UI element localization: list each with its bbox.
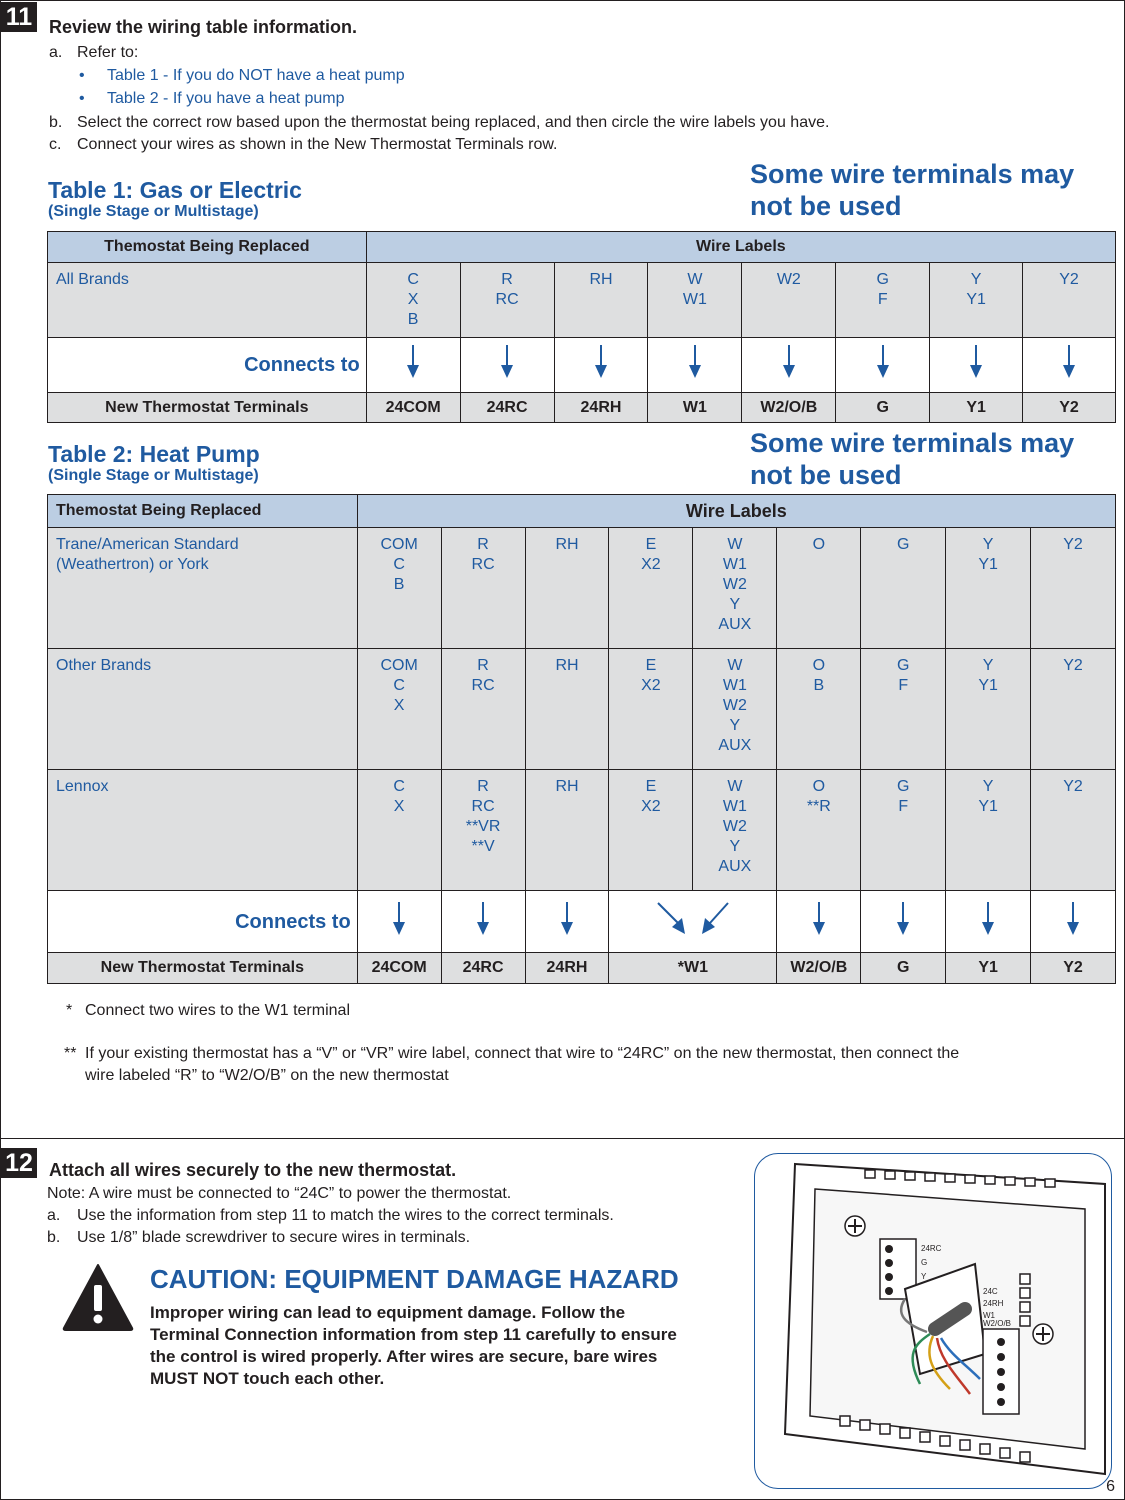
down-arrow-icon	[946, 891, 1031, 953]
step-11-c-marker: c.	[49, 136, 62, 153]
down-arrow-icon	[441, 891, 525, 953]
wire-cell[interactable]: W W1 W2 Y AUX	[693, 770, 777, 891]
table2-title: Table 2: Heat Pump	[48, 441, 260, 467]
wire-cell[interactable]: Y2	[1031, 770, 1116, 891]
wire-cell[interactable]: Y Y1	[946, 649, 1031, 770]
table1	[47, 231, 1116, 423]
wire-cell[interactable]: C X B	[366, 263, 460, 338]
caution-body	[150, 1302, 677, 1390]
table1-connects-to: Connects to	[48, 338, 367, 393]
table1-subtitle: (Single Stage or Multistage)	[48, 203, 259, 220]
wire-cell[interactable]: RH	[525, 770, 609, 891]
terminal-label: 24RC	[921, 1244, 942, 1253]
table1-header-wire-labels: Wire Labels	[366, 232, 1115, 263]
step-12-a-marker: a.	[47, 1207, 61, 1224]
step-12-note: Note: A wire must be connected to “24C” to power the thermostat.	[47, 1185, 512, 1202]
wiring-illustration	[754, 1153, 1112, 1489]
table-row	[48, 528, 1116, 649]
table2-brand-lennox: Lennox	[48, 770, 358, 891]
step-11-b-text: Select the correct row based upon the thermostat being replaced, and then circle the wire labels you have.	[77, 114, 830, 131]
down-arrow-icon	[777, 891, 861, 953]
table1-note-line2: not be used	[750, 191, 902, 221]
down-arrow-icon	[1023, 338, 1116, 393]
wire-cell[interactable]: O B	[777, 649, 861, 770]
table1-note	[750, 158, 1074, 222]
terminal-label: Y	[921, 1272, 927, 1281]
table2-note-line1: Some wire terminals may	[750, 428, 1075, 458]
down-arrow-icon	[930, 338, 1023, 393]
bullet-icon: •	[79, 67, 85, 84]
wire-cell[interactable]: Y Y1	[946, 770, 1031, 891]
down-arrow-icon	[460, 338, 554, 393]
terminal-cell: *W1	[609, 953, 777, 984]
step-12-heading: Attach all wires securely to the new thermostat.	[49, 1160, 457, 1180]
wire-cell[interactable]: Y2	[1023, 263, 1116, 338]
thermostat-backplate-drawing	[755, 1154, 1111, 1488]
wire-cell[interactable]: G	[861, 528, 946, 649]
wire-cell[interactable]: O **R	[777, 770, 861, 891]
terminal-cell: Y1	[946, 953, 1031, 984]
terminal-label: 24C	[983, 1287, 998, 1296]
terminal-cell: 24COM	[366, 393, 460, 423]
table2-title-block	[48, 442, 260, 485]
footnote-2-marker: **	[64, 1045, 77, 1062]
down-arrow-icon	[742, 338, 836, 393]
page-number: 6	[1106, 1478, 1115, 1495]
converging-arrows-icon	[609, 891, 777, 953]
wire-cell[interactable]: R RC **VR **V	[441, 770, 525, 891]
table1-header-thermostat: Themostat Being Replaced	[48, 232, 367, 263]
caution-line4: MUST NOT touch each other.	[150, 1369, 385, 1388]
footnote-1-marker: *	[66, 1002, 73, 1019]
bullet-icon: •	[79, 90, 85, 107]
terminal-label: W2/O/B	[983, 1319, 1012, 1328]
table2-connects-to: Connects to	[48, 891, 358, 953]
table2-header-thermostat: Themostat Being Replaced	[48, 495, 358, 528]
wire-cell[interactable]: W W1	[648, 263, 742, 338]
terminal-cell: 24RC	[441, 953, 525, 984]
terminal-cell: 24RC	[460, 393, 554, 423]
wire-cell[interactable]: O	[777, 528, 861, 649]
table2-header-wire-labels: Wire Labels	[357, 495, 1115, 528]
caution-title: CAUTION: EQUIPMENT DAMAGE HAZARD	[150, 1264, 679, 1294]
terminal-label: W1	[983, 1311, 995, 1320]
step-11-badge: 11	[1, 2, 37, 32]
section-divider	[0, 1138, 1125, 1139]
step-12-a-text: Use the information from step 11 to match the wires to the correct terminals.	[77, 1207, 614, 1224]
table1-brand-all: All Brands	[48, 263, 367, 338]
wire-cell[interactable]: G F	[861, 649, 946, 770]
wire-cell[interactable]: W W1 W2 Y AUX	[693, 649, 777, 770]
wire-cell[interactable]: Y Y1	[946, 528, 1031, 649]
terminal-cell: Y1	[930, 393, 1023, 423]
step-11-a-marker: a.	[49, 44, 63, 61]
wire-cell[interactable]: Y2	[1031, 649, 1116, 770]
bullet-table2[interactable]: Table 2 - If you have a heat pump	[107, 90, 345, 107]
warning-triangle-icon	[62, 1263, 134, 1331]
table2	[47, 494, 1116, 984]
table2-note	[750, 427, 1074, 491]
screw-icon	[845, 1216, 865, 1236]
wire-cell[interactable]: COM C B	[357, 528, 441, 649]
table1-title: Table 1: Gas or Electric	[48, 177, 302, 203]
down-arrow-icon	[357, 891, 441, 953]
wire-cell[interactable]: RH	[525, 528, 609, 649]
down-arrow-icon	[1031, 891, 1116, 953]
table1-note-line1: Some wire terminals may	[750, 159, 1075, 189]
wire-cell[interactable]: R RC	[441, 528, 525, 649]
table-row	[48, 770, 1116, 891]
step-11-a-text: Refer to:	[77, 44, 139, 61]
terminal-cell: W1	[648, 393, 742, 423]
down-arrow-icon	[554, 338, 648, 393]
wire-cell[interactable]: RH	[554, 263, 648, 338]
step-12-b-text: Use 1/8” blade screwdriver to secure wires in terminals.	[77, 1229, 471, 1246]
footnote-1: Connect two wires to the W1 terminal	[85, 1002, 350, 1019]
table2-terminals-label: New Thermostat Terminals	[48, 953, 358, 984]
wire-cell[interactable]: W2	[742, 263, 836, 338]
table2-subtitle: (Single Stage or Multistage)	[48, 467, 259, 484]
down-arrow-icon	[366, 338, 460, 393]
terminal-label: G	[921, 1258, 928, 1267]
screw-icon	[1033, 1324, 1053, 1344]
table1-terminals-label: New Thermostat Terminals	[48, 393, 367, 423]
terminal-cell: Y2	[1023, 393, 1116, 423]
wire-cell[interactable]: W W1 W2 Y AUX	[693, 528, 777, 649]
caution-line3: the control is wired properly. After wires are secure, bare wires	[150, 1347, 658, 1366]
footnote-2-line1: If your existing thermostat has a “V” or “VR” wire label, connect that wire to “24RC” on the new thermostat, then connect the	[85, 1045, 960, 1062]
wire-cell[interactable]: E X2	[609, 770, 693, 891]
terminal-cell: 24RH	[554, 393, 648, 423]
step-11-b-marker: b.	[49, 114, 63, 131]
step-12-b-marker: b.	[47, 1229, 61, 1246]
bullet-table1[interactable]: Table 1 - If you do NOT have a heat pump	[107, 67, 405, 84]
wire-cell[interactable]: R RC	[460, 263, 554, 338]
down-arrow-icon	[648, 338, 742, 393]
table1-title-block	[48, 178, 302, 221]
table2-brand-other: Other Brands	[48, 649, 358, 770]
wire-cell[interactable]: C X	[357, 770, 441, 891]
terminal-label: 24RH	[983, 1299, 1004, 1308]
table-row	[48, 649, 1116, 770]
down-arrow-icon	[525, 891, 609, 953]
terminal-cell: W2/O/B	[777, 953, 861, 984]
wire-cell[interactable]: Y2	[1031, 528, 1116, 649]
terminal-cell: 24COM	[357, 953, 441, 984]
terminal-cell: 24RH	[525, 953, 609, 984]
wire-cell[interactable]: E X2	[609, 649, 693, 770]
down-arrow-icon	[861, 891, 946, 953]
table2-brand-trane: Trane/American Standard (Weathertron) or York	[48, 528, 358, 649]
wire-cell[interactable]: E X2	[609, 528, 693, 649]
terminal-cell: G	[836, 393, 930, 423]
step-12-badge: 12	[1, 1148, 37, 1178]
wire-cell[interactable]: R RC	[441, 649, 525, 770]
caution-line1: Improper wiring can lead to equipment damage. Follow the	[150, 1303, 626, 1322]
footnote-2-line2: wire labeled “R” to “W2/O/B” on the new thermostat	[85, 1067, 449, 1084]
caution-line2: Terminal Connection information from step 11 carefully to ensure	[150, 1325, 677, 1344]
wire-cell[interactable]: COM C X	[357, 649, 441, 770]
wire-cell[interactable]: Y Y1	[930, 263, 1023, 338]
step-11-heading: Review the wiring table information.	[49, 17, 358, 37]
table-row	[48, 263, 1116, 338]
step-11-c-text: Connect your wires as shown in the New Thermostat Terminals row.	[77, 136, 558, 153]
wire-cell[interactable]: G F	[836, 263, 930, 338]
down-arrow-icon	[836, 338, 930, 393]
table2-note-line2: not be used	[750, 460, 902, 490]
wire-cell[interactable]: G F	[861, 770, 946, 891]
terminal-cell: G	[861, 953, 946, 984]
terminal-cell: Y2	[1031, 953, 1116, 984]
terminal-cell: W2/O/B	[742, 393, 836, 423]
wire-cell[interactable]: RH	[525, 649, 609, 770]
